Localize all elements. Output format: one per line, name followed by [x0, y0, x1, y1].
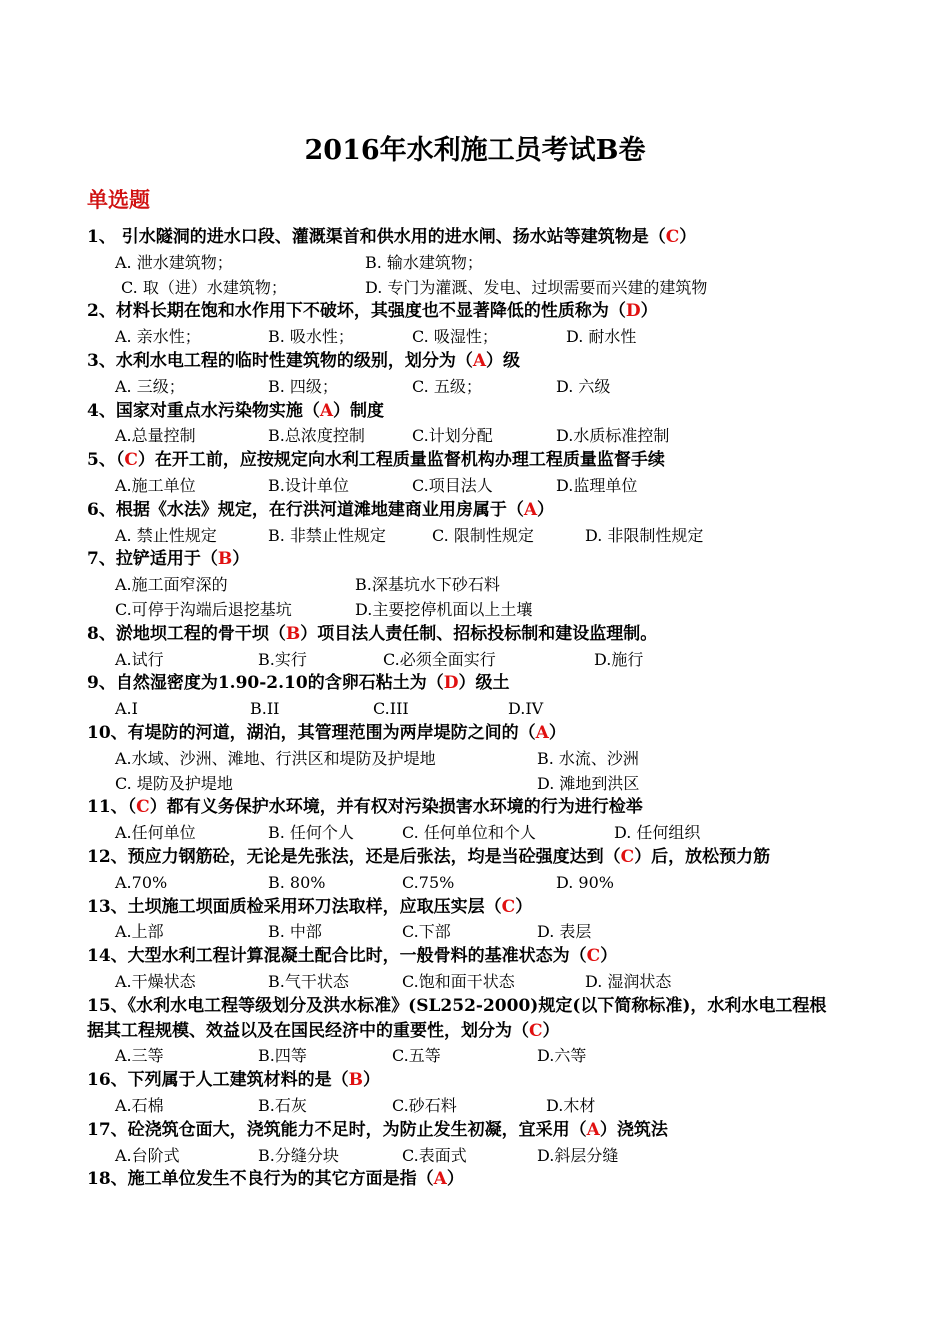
question-text: [87, 498, 554, 523]
answer-option: D. 专门为灌溉、发电、过坝需要而兴建的建筑物: [365, 278, 708, 297]
answer-letter: D: [443, 673, 459, 693]
answer-option: C.表面式: [402, 1146, 467, 1165]
answer-letter: C: [529, 1021, 543, 1041]
question-text: [87, 547, 249, 572]
answer-option: B.设计单位: [268, 476, 349, 495]
question-text: [87, 795, 643, 820]
question-text: [87, 299, 658, 324]
question-stem-tail: ）级: [486, 351, 521, 371]
question-text: [87, 1167, 464, 1192]
answer-option: A. 禁止性规定: [115, 526, 217, 545]
answer-option: B. 四级；: [268, 377, 338, 396]
answer-option: C. 五级；: [412, 377, 482, 396]
answer-option: D.水质标准控制: [556, 426, 670, 445]
answer-option: A.施工单位: [115, 476, 196, 495]
answer-option: A.试行: [115, 650, 164, 669]
answer-option: C. 吸湿性；: [412, 327, 498, 346]
answer-letter: A: [523, 500, 538, 520]
question-text: [87, 994, 826, 1019]
answer-option: D. 90%: [556, 873, 614, 892]
answer-option: A.70%: [115, 873, 168, 892]
answer-option: A. 三级；: [115, 377, 185, 396]
answer-option: A.石棉: [115, 1096, 164, 1115]
answer-option: D. 湿润状态: [585, 972, 672, 991]
answer-option: A.总量控制: [115, 426, 196, 445]
answer-letter: C: [665, 227, 680, 247]
question-stem: 2、材料长期在饱和水作用下不破坏，其强度也不显著降低的性质称为（: [87, 301, 626, 321]
answer-letter: A: [433, 1169, 447, 1189]
question-stem-tail: ）: [640, 301, 658, 321]
question-text: [87, 944, 617, 969]
answer-option: B.气干状态: [268, 972, 349, 991]
answer-option: D. 任何组织: [614, 823, 701, 842]
answer-option: A.任何单位: [115, 823, 196, 842]
answer-option: B.分缝分块: [258, 1146, 339, 1165]
question-stem-tail: ）: [548, 723, 566, 743]
answer-letter: B: [285, 624, 301, 644]
answer-option: B. 非禁止性规定: [268, 526, 386, 545]
answer-option: D.监理单位: [556, 476, 638, 495]
question-stem: 18、施工单位发生不良行为的其它方面是指（: [87, 1169, 434, 1189]
answer-option: B. 80%: [268, 873, 326, 892]
answer-option: A.台阶式: [115, 1146, 180, 1165]
answer-option: B.II: [250, 699, 280, 718]
question-text: [87, 622, 657, 647]
question-stem-tail: ）: [363, 1070, 381, 1090]
question-text: [87, 1118, 668, 1143]
answer-option: B. 吸水性；: [268, 327, 354, 346]
question-stem: 9、自然湿密度为1.90-2.10的含卵石粘土为（: [87, 673, 444, 693]
question-text: [87, 349, 520, 374]
page-title: 2016年水利施工员考试B卷: [304, 135, 646, 166]
answer-option: C.项目法人: [412, 476, 493, 495]
answer-option: C. 任何单位和个人: [402, 823, 536, 842]
question-stem-tail: ）: [600, 946, 618, 966]
answer-option: B.实行: [258, 650, 307, 669]
answer-option: C.计划分配: [412, 426, 493, 445]
question-stem: 12、预应力钢筋砼，无论是先张法，还是后张法，均是当砼强度达到（: [87, 847, 621, 867]
answer-option: C.可停于沟端后退挖基坑: [115, 600, 292, 619]
question-stem-tail: ）级土: [458, 673, 510, 693]
answer-letter: C: [586, 946, 601, 966]
answer-option: C.75%: [402, 873, 455, 892]
answer-letter: C: [124, 450, 138, 470]
question-stem-tail: ）: [542, 1021, 560, 1041]
question-text: [87, 1019, 560, 1044]
question-text: [87, 845, 770, 870]
answer-option: C. 堤防及护堤地: [115, 774, 233, 793]
answer-option: A.干燥状态: [115, 972, 196, 991]
section-heading: 单选题: [87, 187, 150, 212]
question-stem: 8、淤地坝工程的骨干坝（: [87, 624, 286, 644]
answer-option: B.深基坑水下砂石料: [355, 575, 500, 594]
answer-option: D. 滩地到洪区: [537, 774, 640, 793]
answer-letter: A: [586, 1120, 600, 1140]
question-stem-tail: ）: [446, 1169, 464, 1189]
answer-option: C. 取（进）水建筑物；: [121, 278, 287, 297]
answer-letter: B: [348, 1070, 364, 1090]
question-stem: 4、国家对重点水污染物实施（: [87, 401, 320, 421]
answer-option: C. 限制性规定: [432, 526, 534, 545]
answer-option: A.上部: [115, 922, 164, 941]
question-text: [87, 721, 566, 746]
question-stem: 3、水利水电工程的临时性建筑物的级别，划分为（: [87, 351, 473, 371]
question-stem-tail: ）后，放松预力筋: [634, 847, 771, 867]
answer-option: D.木材: [546, 1096, 596, 1115]
question-text: [87, 1068, 380, 1093]
answer-option: B. 水流、沙洲: [537, 749, 639, 768]
answer-option: D.IV: [508, 699, 544, 718]
question-stem-tail: ）: [515, 897, 533, 917]
question-stem-tail: ）浇筑法: [599, 1120, 668, 1140]
answer-option: B. 中部: [268, 922, 322, 941]
question-stem-tail: ）: [537, 500, 555, 520]
answer-letter: C: [136, 797, 150, 817]
question-stem: 7、拉铲适用于（: [87, 549, 218, 569]
answer-option: A.I: [115, 699, 138, 718]
question-text: [87, 671, 509, 696]
question-stem: 10、有堤防的河道，湖泊，其管理范围为两岸堤防之间的（: [87, 723, 536, 743]
answer-option: D.斜层分缝: [537, 1146, 619, 1165]
question-stem: 15、《水利水电工程等级划分及洪水标准》(SL252-2000)规定(以下简称标准)，水利水电工程根: [87, 996, 827, 1016]
answer-letter: D: [625, 301, 641, 321]
question-text: [87, 225, 696, 250]
question-stem: 16、下列属于人工建筑材料的是（: [87, 1070, 349, 1090]
answer-option: A. 泄水建筑物；: [115, 253, 233, 272]
answer-letter: A: [319, 401, 334, 421]
answer-letter: C: [501, 897, 516, 917]
question-stem: 13、土坝施工坝面质检采用环刀法取样，应取压实层（: [87, 897, 502, 917]
question-stem-tail: ）制度: [333, 401, 385, 421]
answer-option: B.总浓度控制: [268, 426, 365, 445]
question-stem: 1、 引水隧洞的进水口段、灌溉渠首和供水用的进水闸、扬水站等建筑物是（: [87, 227, 666, 247]
answer-option: C.五等: [392, 1046, 441, 1065]
answer-option: D.主要挖停机面以上土壤: [355, 600, 533, 619]
question-stem: 14、大型水利工程计算混凝土配合比时，一般骨料的基准状态为（: [87, 946, 587, 966]
answer-option: A.三等: [115, 1046, 164, 1065]
question-text: [87, 399, 384, 424]
question-stem: 11、（: [87, 797, 137, 817]
answer-option: B.四等: [258, 1046, 307, 1065]
answer-option: D.施行: [594, 650, 644, 669]
answer-option: C.必须全面实行: [383, 650, 496, 669]
question-stem-tail: ）项目法人责任制、招标投标制和建设监理制。: [300, 624, 658, 644]
question-stem: 据其工程规模、效益以及在国民经济中的重要性，划分为（: [87, 1021, 529, 1041]
answer-option: C.饱和面干状态: [402, 972, 515, 991]
answer-option: D. 表层: [537, 922, 592, 941]
answer-option: B. 输水建筑物；: [365, 253, 483, 272]
answer-letter: C: [620, 847, 635, 867]
answer-option: C.III: [373, 699, 409, 718]
question-stem-tail: ）: [679, 227, 697, 247]
question-stem: 6、根据《水法》规定，在行洪河道滩地建商业用房属于（: [87, 500, 524, 520]
answer-letter: B: [217, 549, 233, 569]
answer-option: B.石灰: [258, 1096, 307, 1115]
answer-option: B. 任何个人: [268, 823, 354, 842]
question-stem: 5、（: [87, 450, 125, 470]
answer-option: A. 亲水性；: [115, 327, 201, 346]
question-stem-tail: ）: [232, 549, 250, 569]
answer-letter: A: [472, 351, 487, 371]
question-text: [87, 448, 665, 473]
answer-option: D. 耐水性: [566, 327, 637, 346]
answer-letter: A: [535, 723, 549, 743]
question-stem-tail: ）都有义务保护水环境，并有权对污染损害水环境的行为进行检举: [149, 797, 643, 817]
answer-option: A.施工面窄深的: [115, 575, 228, 594]
answer-option: D. 六级: [556, 377, 611, 396]
question-stem-tail: ）在开工前，应按规定向水利工程质量监督机构办理工程质量监督手续: [137, 450, 665, 470]
answer-option: C.砂石料: [392, 1096, 457, 1115]
question-stem: 17、砼浇筑仓面大，浇筑能力不足时，为防止发生初凝，宜采用（: [87, 1120, 587, 1140]
answer-option: D. 非限制性规定: [585, 526, 704, 545]
answer-option: D.六等: [537, 1046, 587, 1065]
answer-option: C.下部: [402, 922, 451, 941]
question-text: [87, 895, 532, 920]
answer-option: A.水域、沙洲、滩地、行洪区和堤防及护堤地: [115, 749, 436, 768]
